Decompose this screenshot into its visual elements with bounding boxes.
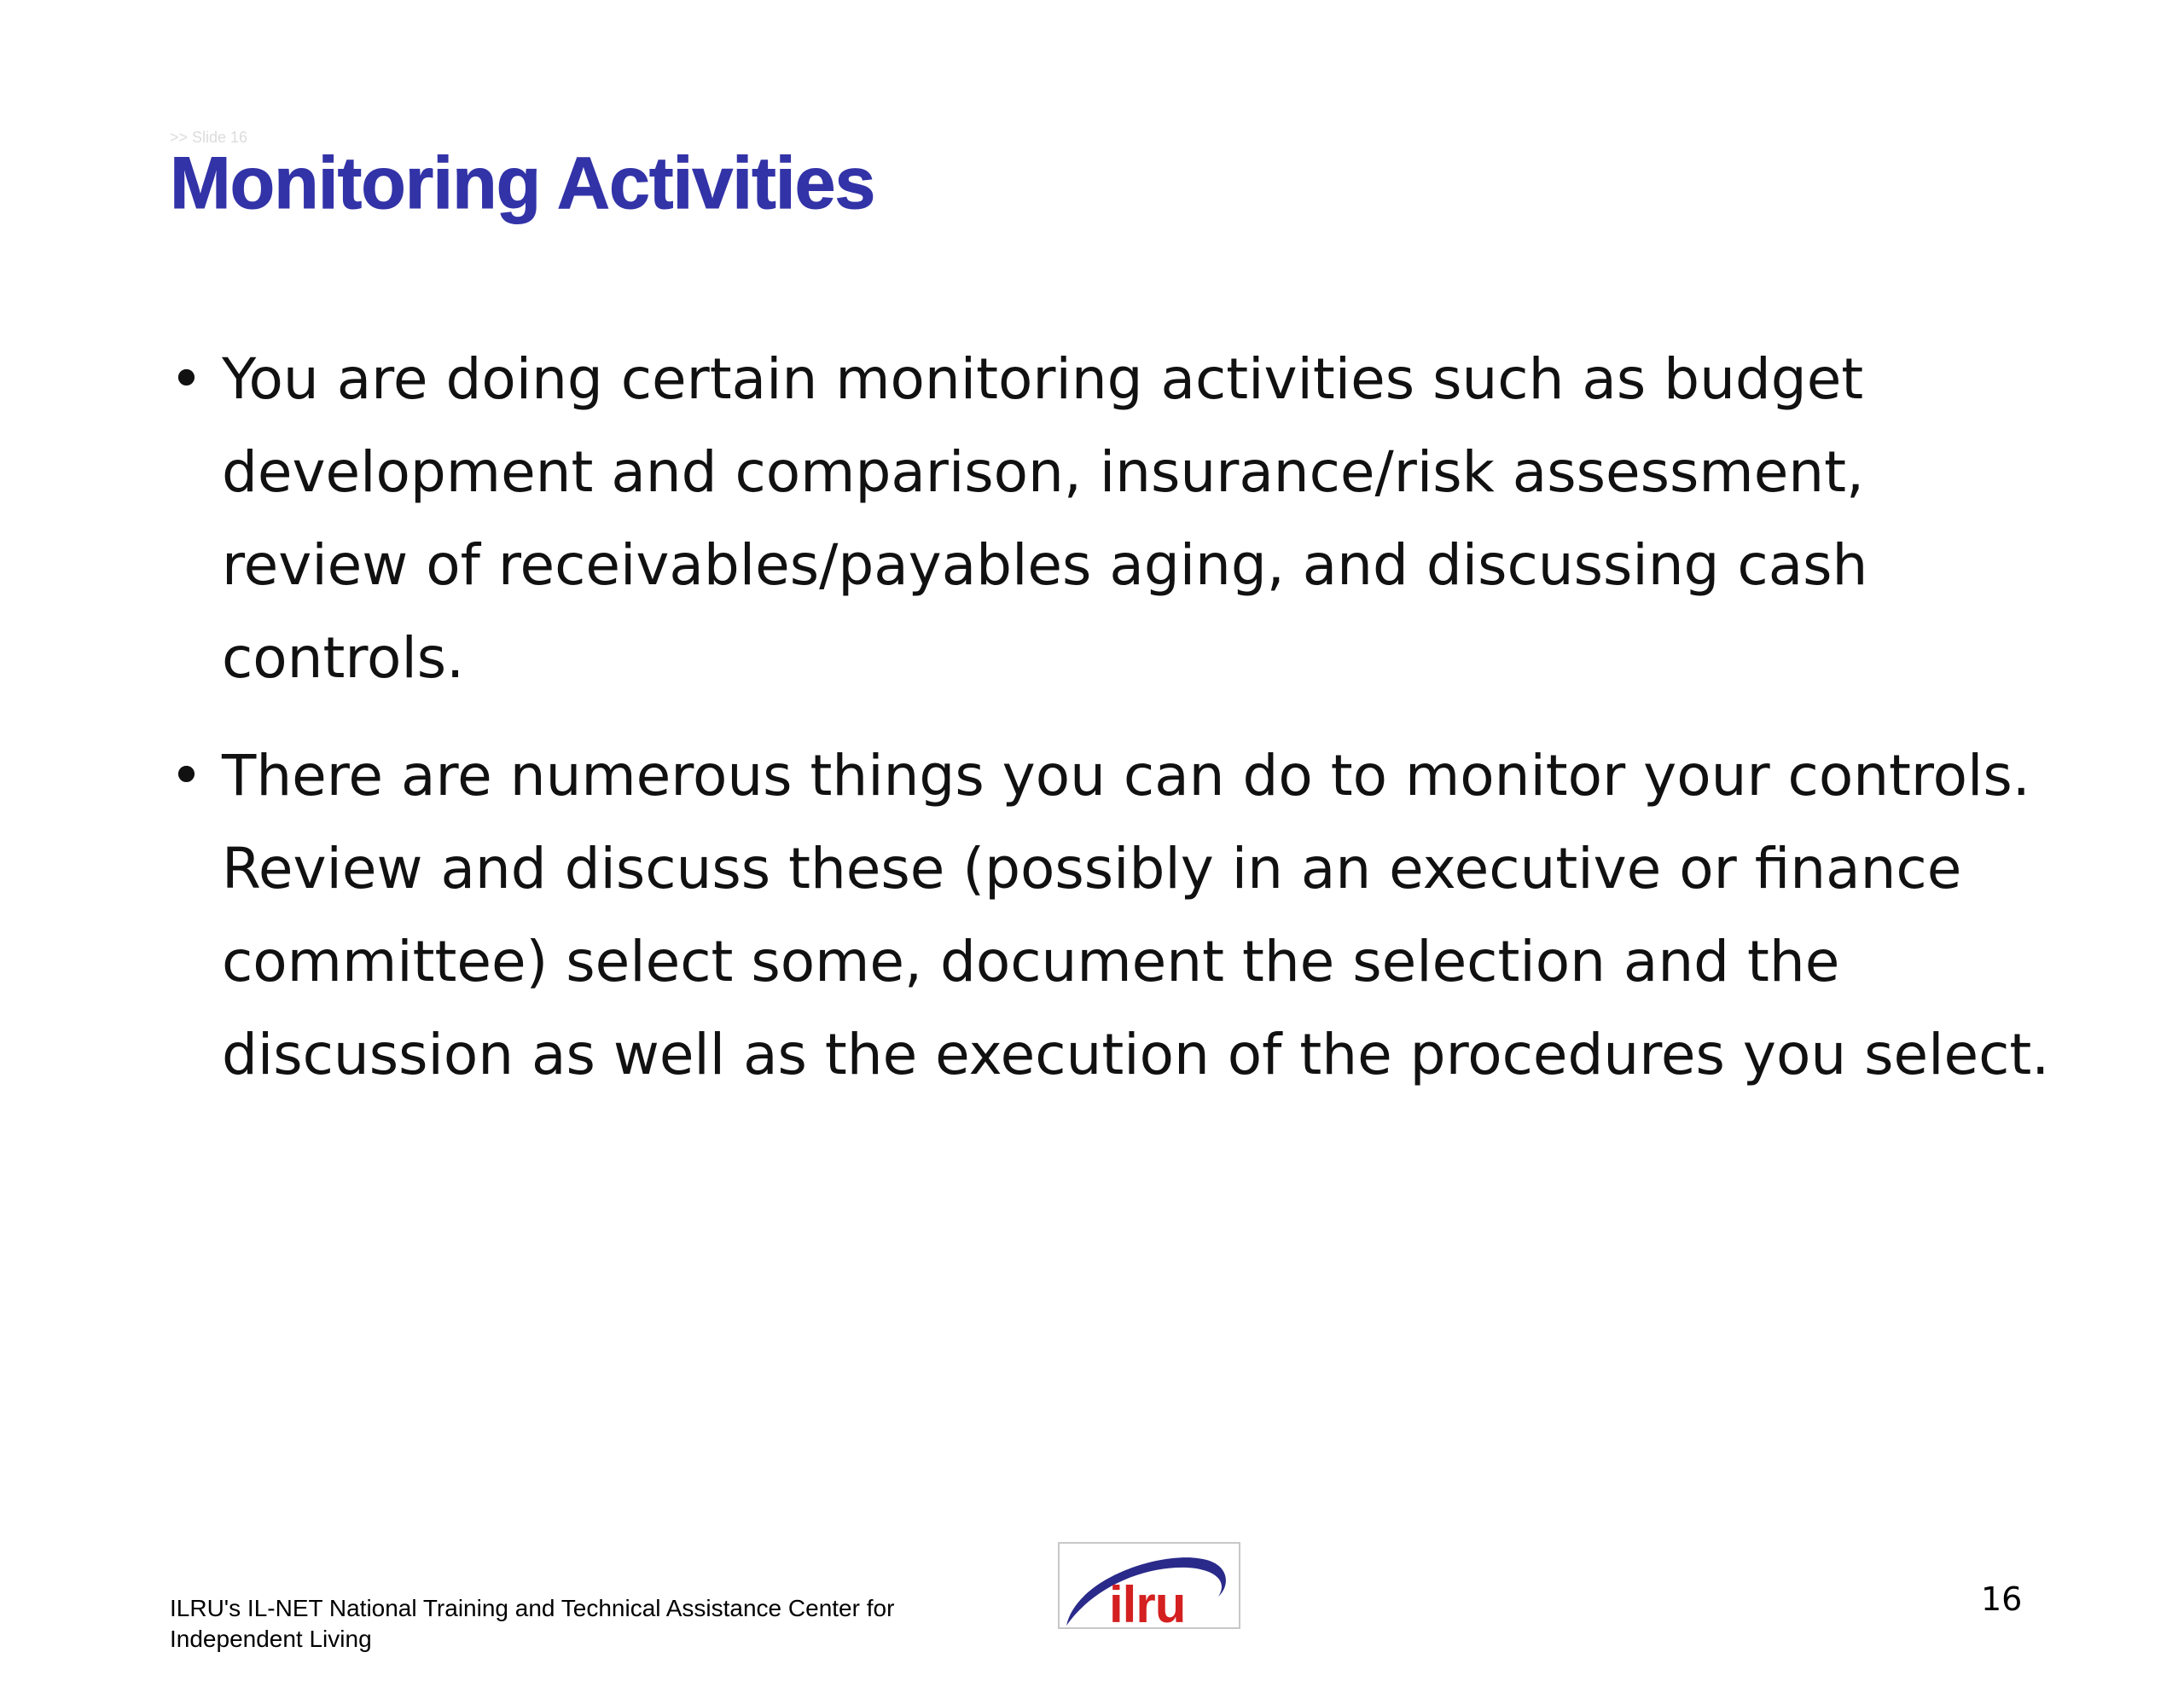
bullet-text: There are numerous things you can do to monitor your controls. Review and discuss these (possibly in an executive or finance committee) select some, document the selection and the discussion as well as the execution of the procedures you select. <box>222 743 2050 1087</box>
page-number: 16 <box>1981 1580 2023 1618</box>
slide-marker: >> Slide 16 <box>170 129 248 146</box>
logo-wordmark: ilru <box>1109 1576 1186 1631</box>
footer-organization <box>170 1593 1023 1655</box>
bullet-list <box>170 333 2064 1126</box>
ilru-logo <box>1058 1542 1240 1629</box>
footer-line-1: ILRU's IL-NET National Training and Technical Assistance Center for <box>170 1595 895 1621</box>
footer-line-2: Independent Living <box>170 1626 372 1652</box>
bullet-dot: • <box>170 743 203 809</box>
slide-title: Monitoring Activities <box>170 142 875 224</box>
bullet-item <box>170 729 2064 1101</box>
ilru-logo-icon <box>1060 1544 1240 1629</box>
bullet-item <box>170 333 2064 704</box>
bullet-dot: • <box>170 346 203 412</box>
bullet-text: You are doing certain monitoring activities such as budget development and comparison, insurance/risk assessment, review of receivables/payables aging, and discussing cash controls. <box>222 346 1868 691</box>
